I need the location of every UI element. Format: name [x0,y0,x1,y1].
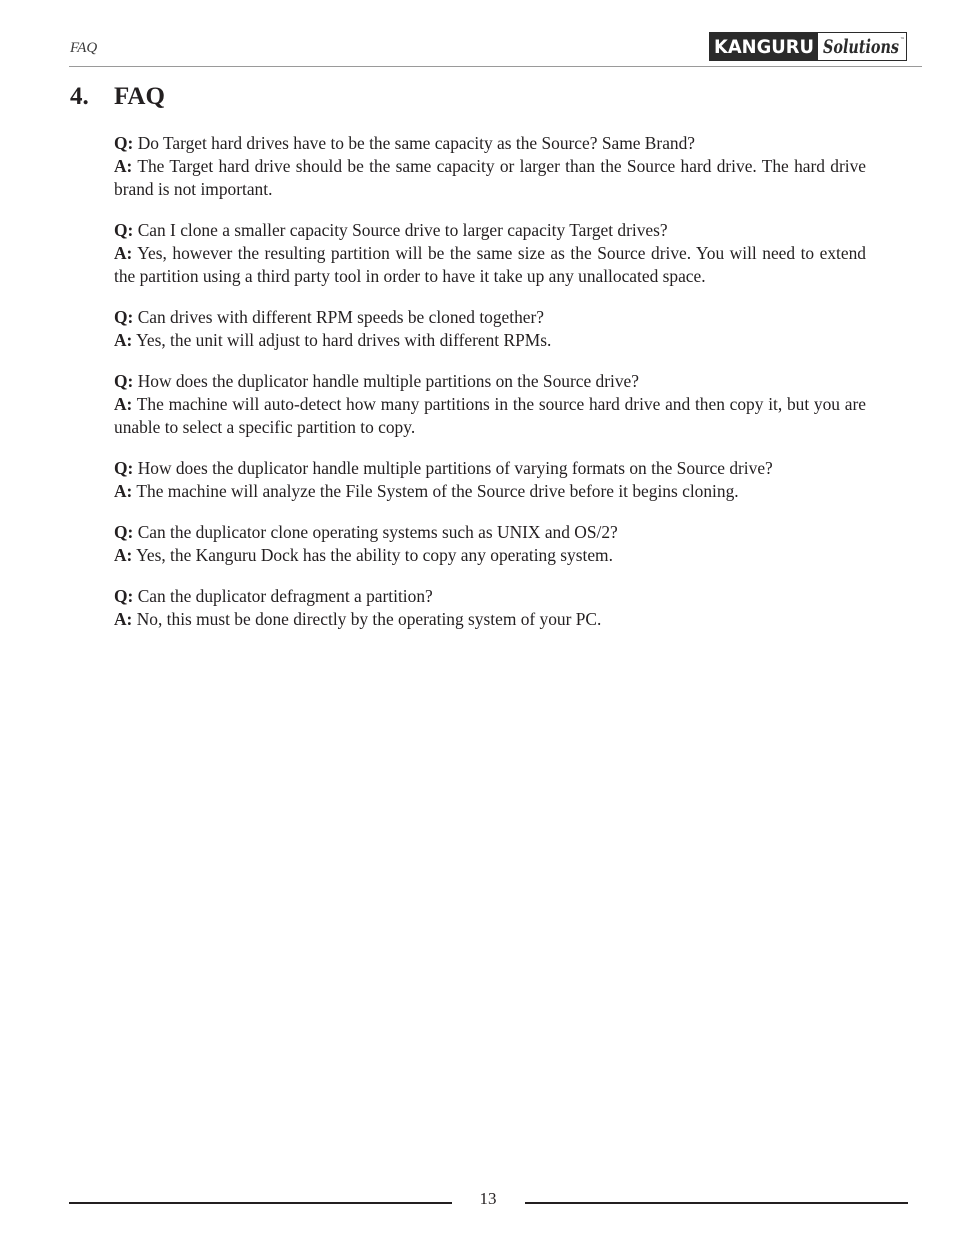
faq-item [114,132,866,201]
faq-question [114,132,866,155]
faq-item [114,457,866,503]
faq-question [114,457,866,480]
logo-suffix-text: Solutions [823,36,900,58]
faq-answer [114,329,866,352]
answer-text: The Target hard drive should be the same capacity or larger than the Source hard drive. The hard drive brand is not important. [114,156,866,199]
answer-prefix: A: [114,609,133,629]
footer-divider-right [525,1202,908,1204]
question-prefix: Q: [114,458,134,478]
logo-brand-text: KANGURU [714,37,814,58]
answer-prefix: A: [114,394,133,414]
question-text: Can I clone a smaller capacity Source drive to larger capacity Target drives? [137,220,668,240]
question-text: Can the duplicator clone operating systems such as UNIX and OS/2? [137,522,618,542]
answer-prefix: A: [114,481,133,501]
faq-question [114,585,866,608]
question-text: Can the duplicator defragment a partition? [137,586,433,606]
answer-text: Yes, however the resulting partition will be the same size as the Source drive. You will need to extend the partition using a third party tool in order to have it take up any unallocated space. [114,243,866,286]
answer-prefix: A: [114,156,133,176]
kanguru-solutions-logo [709,32,907,61]
faq-item [114,306,866,352]
section-number: 4. [70,83,89,110]
answer-text: The machine will analyze the File System of the Source drive before it begins cloning. [136,481,739,501]
answer-prefix: A: [114,243,133,263]
answer-text: No, this must be done directly by the operating system of your PC. [136,609,602,629]
logo-trademark-mark: ™ [900,37,905,43]
answer-text: The machine will auto-detect how many partitions in the source hard drive and then copy it, but you are unable to select a specific partition to copy. [114,394,866,437]
faq-answer [114,480,866,503]
question-prefix: Q: [114,522,134,542]
answer-prefix: A: [114,330,133,350]
faq-item [114,219,866,288]
question-prefix: Q: [114,371,134,391]
faq-question [114,521,866,544]
faq-answer [114,608,866,631]
faq-list [114,132,866,649]
faq-answer [114,242,866,288]
answer-prefix: A: [114,545,133,565]
faq-answer [114,393,866,439]
header-divider [69,66,922,67]
faq-item [114,585,866,631]
question-text: Do Target hard drives have to be the same capacity as the Source? Same Brand? [137,133,696,153]
faq-item [114,370,866,439]
section-title: FAQ [114,83,165,110]
answer-text: Yes, the Kanguru Dock has the ability to copy any operating system. [136,545,613,565]
question-text: Can drives with different RPM speeds be cloned together? [137,307,545,327]
footer-divider-left [69,1202,452,1204]
question-text: How does the duplicator handle multiple partitions on the Source drive? [137,371,639,391]
page-number: 13 [479,1189,497,1208]
answer-text: Yes, the unit will adjust to hard drives with different RPMs. [136,330,552,350]
faq-question [114,219,866,242]
faq-question [114,370,866,393]
page-title [70,83,165,111]
question-prefix: Q: [114,220,134,240]
faq-answer [114,544,866,567]
faq-question [114,306,866,329]
faq-answer [114,155,866,201]
question-prefix: Q: [114,307,134,327]
question-prefix: Q: [114,133,134,153]
running-header-section: FAQ [70,40,98,56]
faq-item [114,521,866,567]
question-text: How does the duplicator handle multiple partitions of varying formats on the Source drive? [137,458,773,478]
question-prefix: Q: [114,586,134,606]
